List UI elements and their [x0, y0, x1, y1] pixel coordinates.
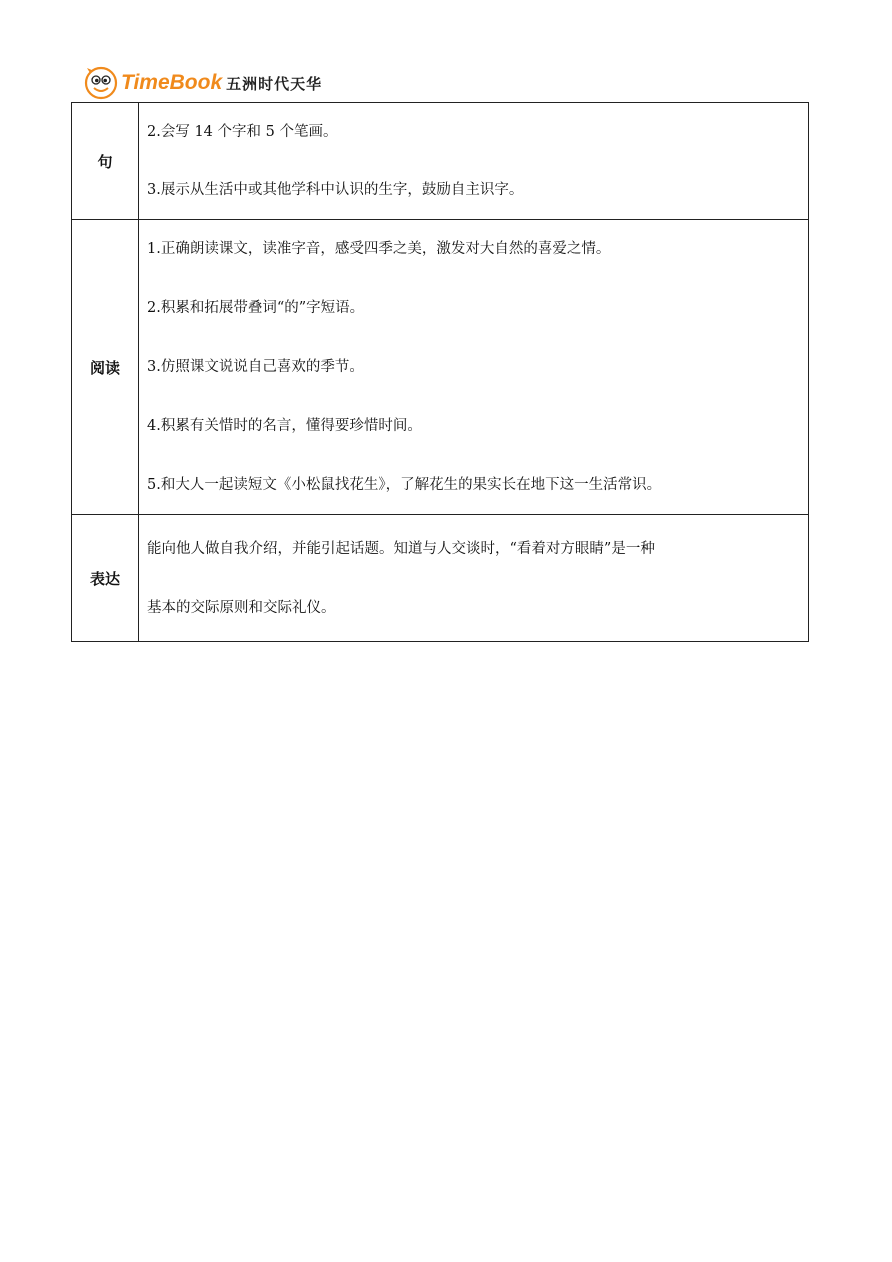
objective-line: 基本的交际原则和交际礼仪。 [147, 599, 336, 616]
objective-line: 4.积累有关惜时的名言，懂得要珍惜时间。 [147, 418, 422, 434]
content-cell [139, 515, 809, 642]
brand-name: TimeBook [121, 71, 223, 94]
objectives-table [71, 102, 809, 642]
objective-line: 能向他人做自我介绍，并能引起话题。知道与人交谈时，“看着对方眼睛”是一种 [147, 540, 655, 557]
content-cell [139, 220, 809, 515]
content-cell [139, 103, 809, 220]
category-cell: 表达 [72, 515, 139, 642]
table-row [72, 220, 809, 515]
category-cell: 阅读 [72, 220, 139, 515]
objective-line: 5.和大人一起读短文《小松鼠找花生》，了解花生的果实长在地下这一生活常识。 [147, 477, 662, 493]
table-row [72, 515, 809, 642]
objective-line: 1.正确朗读课文，读准字音，感受四季之美，激发对大自然的喜爱之情。 [147, 241, 611, 257]
objective-line: 3.展示从生活中或其他学科中认识的生字，鼓励自主识字。 [147, 182, 524, 198]
objective-line: 2.会写 14 个字和 5 个笔画。 [147, 124, 338, 140]
header-logo [84, 66, 322, 100]
objective-line: 3.仿照课文说说自己喜欢的季节。 [147, 359, 364, 375]
table-row [72, 103, 809, 220]
brand-name-cn: 五洲时代天华 [226, 74, 323, 93]
objective-line: 2.积累和拓展带叠词“的”字短语。 [147, 300, 365, 316]
category-cell: 句 [72, 103, 139, 220]
smiling-face-mascot-icon [84, 66, 118, 100]
